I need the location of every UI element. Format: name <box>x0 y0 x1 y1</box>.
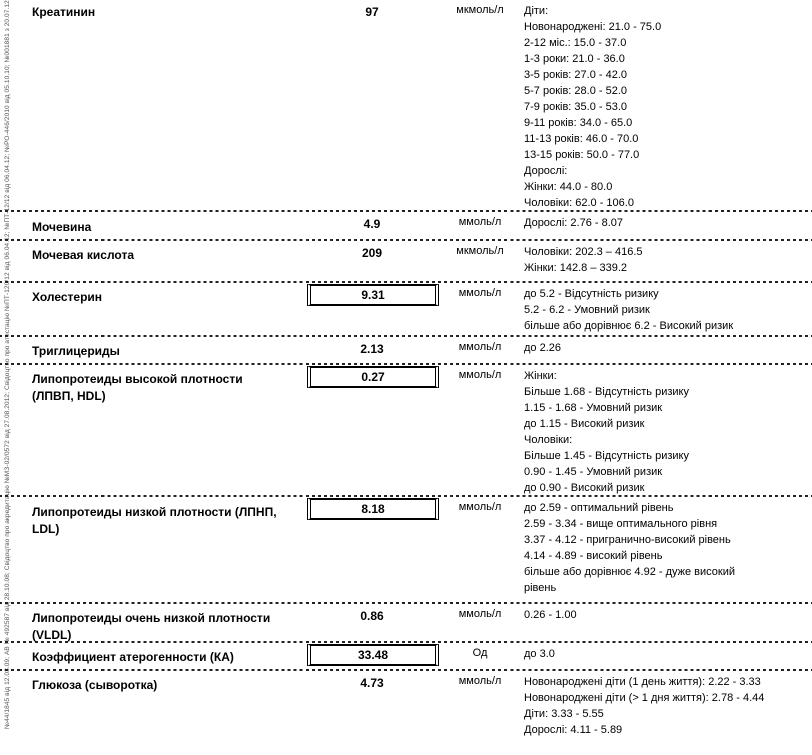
reference-range-line: Дорослі: <box>524 165 568 177</box>
unit: ммоль/л <box>458 675 502 687</box>
reference-range-line: Чоловіки: <box>524 434 573 446</box>
reference-range-line: Діти: <box>524 5 549 17</box>
reference-range-line: Дорослі: 2.76 - 8.07 <box>524 217 623 229</box>
unit: ммоль/л <box>458 501 502 513</box>
reference-range-line: до 1.15 - Високий ризик <box>524 418 645 430</box>
reference-range-line: 1-3 роки: 21.0 - 36.0 <box>524 53 625 65</box>
reference-range-line: 3-5 років: 27.0 - 42.0 <box>524 69 627 81</box>
reference-range-line: 2.59 - 3.34 - вище оптимального рівня <box>524 518 718 530</box>
reference-range-line: більше або дорівнює 4.92 - дуже високий <box>524 566 736 578</box>
reference-range-line: рівень <box>524 582 557 594</box>
reference-ranges <box>524 646 804 662</box>
unit: ммоль/л <box>458 608 502 620</box>
test-name: Мочевина <box>32 220 92 234</box>
result-row <box>0 337 812 365</box>
reference-range-line: Новонароджені діти (1 день життя): 2.22 - 3.33 <box>524 676 761 688</box>
unit: ммоль/л <box>458 287 502 299</box>
result-row <box>0 365 812 497</box>
result-row <box>0 283 812 337</box>
reference-ranges <box>524 607 804 623</box>
test-name: Коэффициент атерогенности (КА) <box>32 650 234 664</box>
result-value: 4.9 <box>363 217 381 231</box>
reference-range-line: 1.15 - 1.68 - Умовний ризик <box>524 402 663 414</box>
reference-range-line: до 2.59 - оптимальний рівень <box>524 502 674 514</box>
unit: ммоль/л <box>458 216 502 228</box>
side-margin-text: №44/1845 від 12.03.09; АВ № 492587 від 28.10.08; Свідоцтво про акредитацію №МЗ-02/0572 від 27.08.2012; Свідоцтво про атестацію №ПТ-120/12 від 06.04.12; №ПТ-12/12 від 06.04.12; №РО-446/2010 від 05.10.10; №001881 з 20.07.12 <box>4 0 11 729</box>
unit: ммоль/л <box>458 341 502 353</box>
test-name: Креатинин <box>32 5 96 19</box>
reference-range-line: Новонароджені: 21.0 - 75.0 <box>524 21 662 33</box>
unit: Од <box>472 647 488 659</box>
reference-ranges <box>524 368 804 496</box>
flagged-result-value: 0.27 <box>307 366 439 388</box>
reference-range-line: Дорослі: 4.11 - 5.89 <box>524 724 623 736</box>
reference-range-line: 11-13 років: 46.0 - 70.0 <box>524 133 639 145</box>
result-row <box>0 212 812 241</box>
test-name: Мочевая кислота <box>32 248 134 262</box>
result-row <box>0 0 812 212</box>
result-row <box>0 497 812 604</box>
reference-range-line: до 3.0 <box>524 648 555 660</box>
reference-ranges <box>524 674 804 738</box>
reference-range-line: 4.14 - 4.89 - високий рівень <box>524 550 663 562</box>
reference-range-line: Жінки: <box>524 370 557 382</box>
reference-range-line: Більше 1.68 - Відсутність ризику <box>524 386 689 398</box>
reference-range-line: до 0.90 - Високий ризик <box>524 482 645 494</box>
reference-range-line: до 5.2 - Відсутність ризику <box>524 288 659 300</box>
reference-ranges <box>524 215 804 231</box>
reference-range-line: 2-12 міс.: 15.0 - 37.0 <box>524 37 627 49</box>
reference-ranges <box>524 340 804 356</box>
reference-range-line: 0.90 - 1.45 - Умовний ризик <box>524 466 663 478</box>
result-value: 97 <box>365 5 379 19</box>
unit: мкмоль/л <box>456 4 504 16</box>
reference-range-line: 3.37 - 4.12 - пригранично-високий рівень <box>524 534 731 546</box>
reference-range-line: 5-7 років: 28.0 - 52.0 <box>524 85 627 97</box>
reference-range-line: 7-9 років: 35.0 - 53.0 <box>524 101 627 113</box>
result-value: 209 <box>361 246 383 260</box>
test-name: Липопротеиды очень низкой плотности (VLDL) <box>32 611 271 642</box>
reference-range-line: більше або дорівнює 6.2 - Високий ризик <box>524 320 734 332</box>
reference-ranges <box>524 3 804 211</box>
reference-ranges <box>524 244 804 276</box>
test-name: Холестерин <box>32 290 103 304</box>
result-row <box>0 671 812 755</box>
result-value: 0.86 <box>360 609 384 623</box>
result-value: 4.73 <box>360 676 384 690</box>
reference-range-line: Жінки: 44.0 - 80.0 <box>524 181 613 193</box>
reference-range-line: Жінки: 142.8 – 339.2 <box>524 262 628 274</box>
unit: ммоль/л <box>458 369 502 381</box>
reference-range-line: до 2.26 <box>524 342 562 354</box>
reference-range-line: 9-11 років: 34.0 - 65.0 <box>524 117 633 129</box>
result-row <box>0 643 812 671</box>
reference-range-line: 5.2 - 6.2 - Умовний ризик <box>524 304 650 316</box>
reference-range-line: Більше 1.45 - Відсутність ризику <box>524 450 689 462</box>
flagged-result-value: 9.31 <box>307 284 439 306</box>
test-name: Триглицериды <box>32 344 120 358</box>
reference-range-line: Новонароджені діти (> 1 дня життя): 2.78 - 4.44 <box>524 692 765 704</box>
result-value: 2.13 <box>360 342 384 356</box>
result-row <box>0 241 812 283</box>
test-name: Глюкоза (сыворотка) <box>32 678 158 692</box>
unit: мкмоль/л <box>456 245 504 257</box>
reference-ranges <box>524 500 804 596</box>
test-name: Липопротеиды низкой плотности (ЛПНП, LDL) <box>32 505 277 536</box>
reference-range-line: Діти: 3.33 - 5.55 <box>524 708 604 720</box>
flagged-result-value: 8.18 <box>307 498 439 520</box>
reference-range-line: 0.26 - 1.00 <box>524 609 577 621</box>
reference-range-line: Чоловіки: 62.0 - 106.0 <box>524 197 634 209</box>
result-row <box>0 604 812 643</box>
flagged-result-value: 33.48 <box>307 644 439 666</box>
reference-range-line: 13-15 років: 50.0 - 77.0 <box>524 149 640 161</box>
reference-ranges <box>524 286 804 334</box>
test-name: Липопротеиды высокой плотности (ЛПВП, HDL) <box>32 372 243 403</box>
reference-range-line: Чоловіки: 202.3 – 416.5 <box>524 246 643 258</box>
